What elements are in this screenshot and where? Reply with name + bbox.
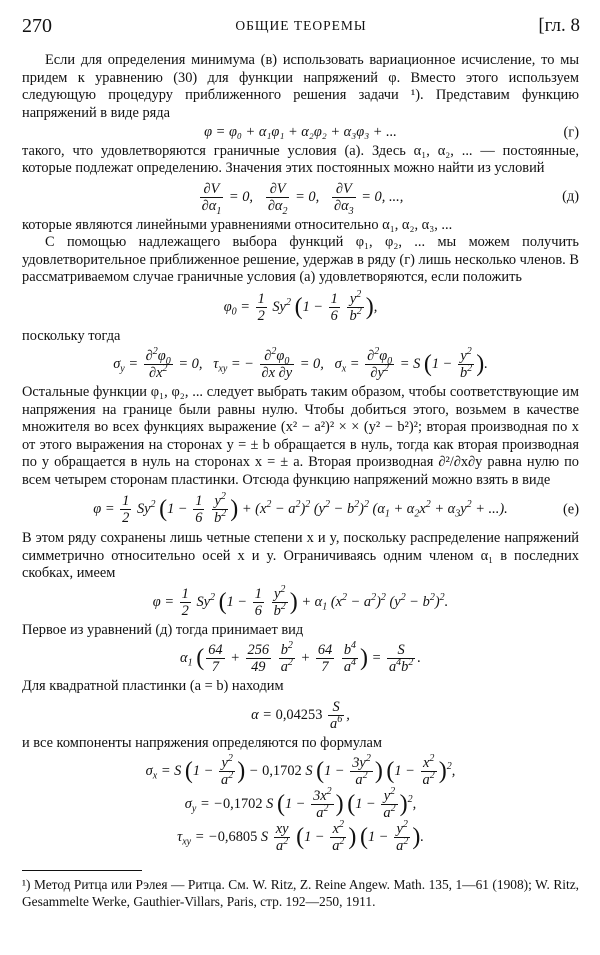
- equation-e: φ = $\frac{1}{2}$ Sy$^2$ (1 − $\frac{1}{6}$ $\frac{y^2}{b^2}$ ) + $(x^2 - a^2)^2$ $(y^2 - b^2)^2$ ($\alpha_1 + \alpha_2x^2 + \alpha_3y^2$ + ...). (е): [93, 491, 579, 526]
- footnote-text: Метод Ритца или Рэлея — Ритца. См. W. Ritz, Z. Reine Angew. Math. 135, 1—61 (1908); W. Ritz, Gesammelte Werke, Gauthier-Villars, Paris, стр. 192—250, 1911.: [22, 877, 579, 909]
- equation-alpha-value: α = 0,04253 $\frac{S}{a^6}$ ,: [251, 698, 350, 732]
- coef-1702-b: 0,1702: [222, 795, 263, 812]
- paragraph-10: и все компоненты напряжения определяются по формулам: [22, 734, 383, 751]
- equation-one-term: φ = $\frac{1}{2}$ Sy$^2$ (1 − $\frac{1}{6}$ $\frac{y^2}{b^2}$ ) + $\alpha_1$ $(x^2 - a^2)^2$ $(y^2 - b^2)^2$.: [152, 583, 449, 619]
- alpha-value: 0,04253: [275, 706, 323, 723]
- equation-e-tag: (е): [563, 500, 579, 517]
- paragraph-5: поскольку тогда: [22, 327, 121, 344]
- chapter-label: [гл. 8: [538, 15, 580, 36]
- paragraph-4: С помощью надлежащего выбора функций φ₁, φ₂, ... мы можем получить удовлетворительное приближенное решение, удержав в ряду (г) лишь несколько членов. В рассматриваемом случае граничные условия (а) удовлетворяются, если положить: [22, 234, 579, 285]
- equation-d-tag: (д): [562, 188, 579, 205]
- equation-g: [22, 124, 579, 142]
- equation-sigma-y: $\sigma_y = -0,1702$ S (1 − $\frac{3x^2}{a^2}$ ) (1 − $\frac{y^2}{a^2}$ )$^2$,: [184, 786, 417, 821]
- equation-sigma-x: $\sigma_x = S$ (1 − $\frac{y^2}{a^2}$ ) − 0,1702 S (1 − $\frac{3y^2}{a^2}$ ) (1 − $\frac{x^2}{a^2}$ )$^2$,: [145, 753, 456, 788]
- paragraph-3: которые являются линейными уравнениями относительно α₁, α₂, α₃, ...: [22, 216, 453, 233]
- paragraph-2: такого, что удовлетворяются граничные условия (а). Здесь α₁, α₂, ... — постоянные, которые подлежат определению. Значения этих постоянных можно найти из условий: [22, 142, 579, 176]
- running-title: ОБЩИЕ ТЕОРЕМЫ: [235, 18, 367, 33]
- paragraph-7: В этом ряду сохранены лишь четные степени x и y, поскольку распределение напряжений симметрично относительно осей x и y. Ограничиваясь одним членом α₁ в последних скобках, имеем: [22, 530, 579, 581]
- equation-stresses-phi0: $\sigma_y$ = $\frac{\partial^2\varphi_0}{\partial x^2}$ = 0, $\tau_{xy}$ = − $\frac{\partial^2\varphi_0}{\partial x \partial y}$ = 0, $\sigma_x$ = $\frac{\partial^2\varphi_0}{\partial y^2}$ = S (1 − $\frac{y^2}{b^2}$ ).: [113, 346, 488, 381]
- coef-6805: 0,6805: [217, 828, 258, 845]
- coef-1702-a: 0,1702: [262, 762, 302, 779]
- paragraph-8: Первое из уравнений (д) тогда принимает вид: [22, 621, 304, 638]
- footnote: [22, 877, 579, 910]
- equation-tau-xy: $\tau_{xy} = -0,6805$ S $\frac{xy}{a^2}$ (1 − $\frac{x^2}{a^2}$ ) (1 − $\frac{y^2}{a^2}$ ).: [177, 819, 424, 854]
- equation-g-body: φ = φ₀ + α₁φ₁ + α₂φ₂ + α₃φ₃ + ...: [204, 124, 397, 140]
- equation-alpha1: $\alpha_1$ ( $\frac{64}{7}$ + $\frac{256}{49}$ $\frac{b^2}{a^2}$ + $\frac{64}{7}$ $\frac{b^4}{a^4}$ ) = $\frac{S}{a^4b^2}$ .: [180, 640, 421, 675]
- page-number: 270: [22, 15, 52, 37]
- footnote-marker: ¹): [22, 877, 31, 892]
- equation-d: $\frac{\partial V}{\partial\alpha_1}$ = 0, $\frac{\partial V}{\partial\alpha_2}$ = 0, $\frac{\partial V}{\partial\alpha_3}$ = 0, ..., (д): [201, 180, 579, 217]
- paragraph-1: Если для определения минимума (в) использовать вариационное исчисление, то мы придем к уравнению (30) для функции напряжений φ. Вместо этого используем следующую процедуру приближенного решения задачи ¹). Представим функцию напряжений в виде ряда: [22, 52, 579, 121]
- page-body: [22, 52, 579, 910]
- equation-g-tag: (г): [563, 124, 579, 140]
- paragraph-6: Остальные функции φ₁, φ₂, ... следует выбрать таким образом, чтобы соответствующие им напряжения на границе были равны нулю. Чтобы добиться этого, возьмем в качестве множителя во всех функциях выражение (x² − a²)² × × (y² − b²)²; вторая производная по x от этого выражения на сторонах y = ± b обращается в нуль, тогда как вторая производная по y обращается в нуль на сторонах x = ± a. Вторая производная ∂²/∂x∂y равна нулю по всем четырем сторонам пластинки. Отсюда функцию напряжений можно взять в виде: [22, 384, 579, 488]
- equation-phi0: $\varphi_0$ = $\frac{1}{2}$ Sy$^2$ (1 − $\frac{1}{6}$ $\frac{y^2}{b^2}$ ),: [223, 288, 378, 324]
- footnote-rule: [22, 870, 142, 871]
- paragraph-9: Для квадратной пластинки (a = b) находим: [22, 678, 284, 694]
- page-header: [22, 15, 580, 39]
